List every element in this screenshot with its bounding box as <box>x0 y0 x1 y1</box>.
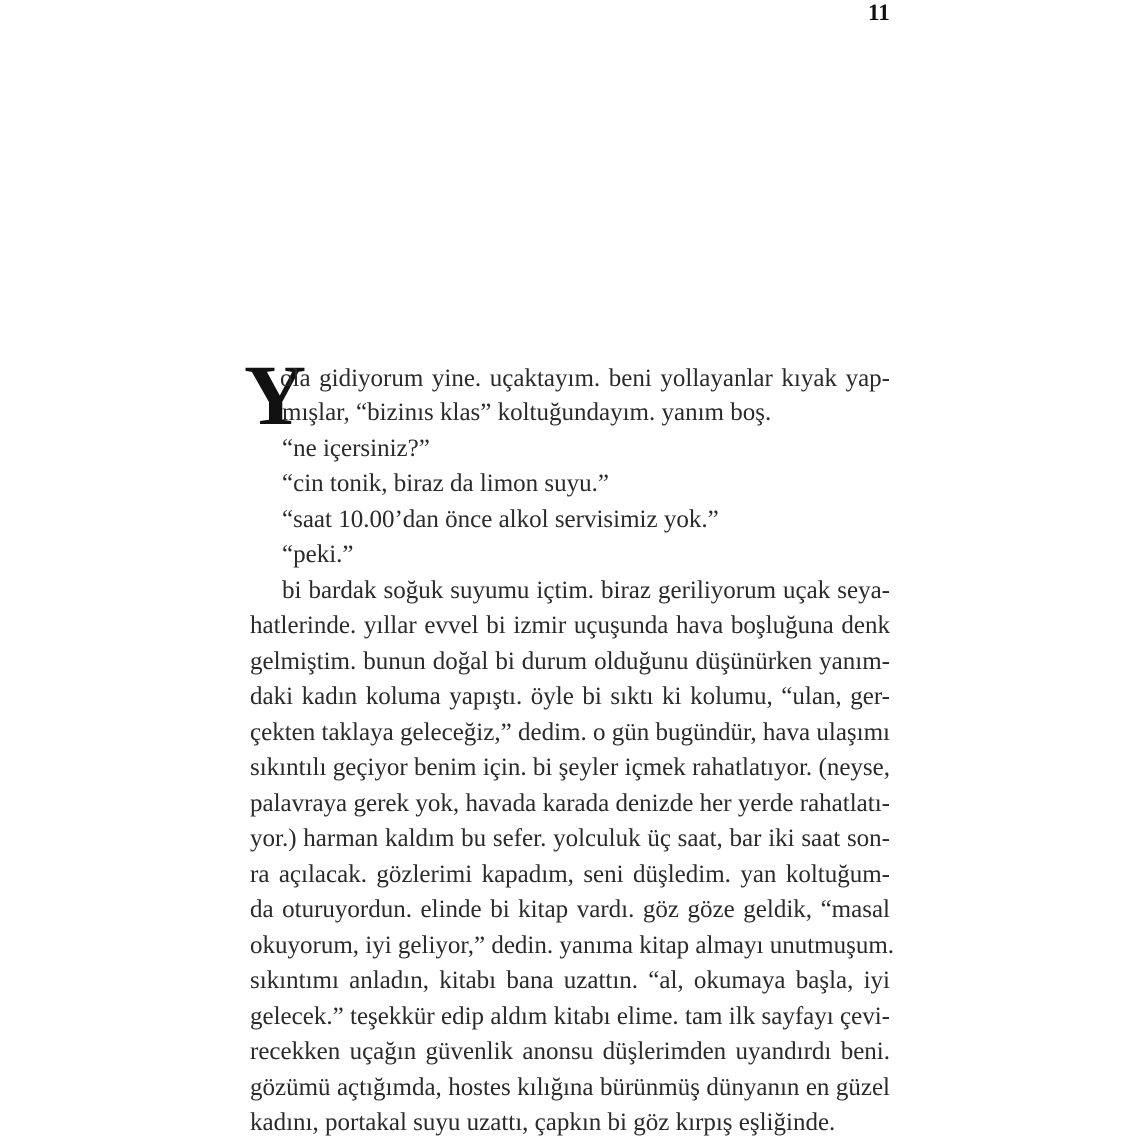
text-line: ola gidiyorum yine. uçaktayım. beni yollayanlar kıyak yap- <box>280 365 890 392</box>
text-line: “peki.” <box>282 541 354 568</box>
drop-cap: Y <box>244 347 307 443</box>
text-line: yor.) harman kaldım bu sefer. yolculuk üç saat, bar iki saat son- <box>250 825 890 852</box>
text-line: “cin tonik, biraz da limon suyu.” <box>282 470 610 497</box>
text-line: “saat 10.00’dan önce alkol servisimiz yok.” <box>282 506 719 533</box>
page-number: 11 <box>868 0 890 25</box>
text-line: mışlar, “bizinıs klas” koltuğundayım. yanım boş. <box>282 399 772 426</box>
text-line: hatlerinde. yıllar evvel bi izmir uçuşunda hava boşluğuna denk <box>250 612 890 639</box>
text-line: palavraya gerek yok, havada karada denizde her yerde rahatlatı- <box>250 790 890 817</box>
text-line: da oturuyordun. elinde bi kitap vardı. göz göze geldik, “masal <box>250 896 890 923</box>
text-line: çekten taklaya geleceğiz,” dedim. o gün bugündür, hava ulaşımı <box>250 719 890 746</box>
text-line: “ne içersiniz?” <box>282 435 430 462</box>
text-line: daki kadın koluma yapıştı. öyle bi sıktı ki kolumu, “ulan, ger- <box>250 683 890 710</box>
text-line: gözümü açtığımda, hostes kılığına bürünmüş dünyanın en güzel <box>250 1074 890 1101</box>
text-line: okuyorum, iyi geliyor,” dedin. yanıma kitap almayı unutmuşum. <box>250 932 895 959</box>
text-line: gelecek.” teşekkür edip aldım kitabı elime. tam ilk sayfayı çevi- <box>250 1003 890 1030</box>
text-line: kadını, portakal suyu uzattı, çapkın bi göz kırpış eşliğinde. <box>250 1109 836 1136</box>
text-line: ra açılacak. gözlerimi kapadım, seni düşledim. yan koltuğum- <box>250 861 890 888</box>
text-line: sıkıntımı anladın, kitabı bana uzattın. “al, okumaya başla, iyi <box>250 967 890 994</box>
text-line: recekken uçağın güvenlik anonsu düşlerimden uyandırdı beni. <box>250 1038 890 1065</box>
text-line: gelmiştim. bunun doğal bi durum olduğunu düşünürken yanım- <box>250 648 890 675</box>
text-line: bi bardak soğuk suyumu içtim. biraz geriliyorum uçak seya- <box>282 577 890 604</box>
text-line: sıkıntılı geçiyor benim için. bi şeyler içmek rahatlatıyor. (neyse, <box>250 754 890 781</box>
